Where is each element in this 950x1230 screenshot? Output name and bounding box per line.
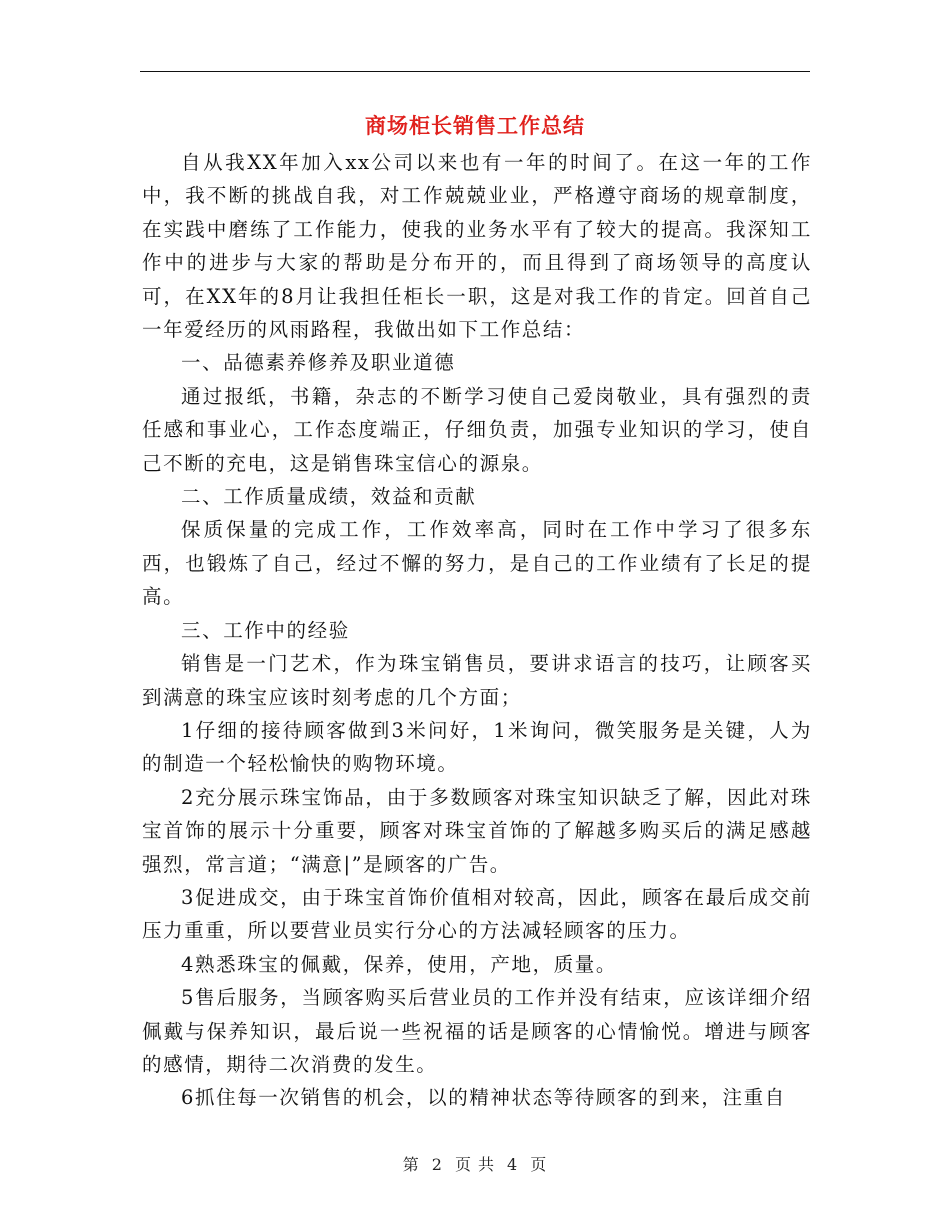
list-item: 2充分展示珠宝饰品，由于多数顾客对珠宝知识缺乏了解，因此对珠宝首饰的展示十分重要，顾客对珠宝首饰的了解越多购买后的满足感越强烈，常言道；“满意|”是顾客的广告。	[142, 785, 812, 876]
header-rule	[140, 71, 810, 72]
footer-suffix: 页	[530, 1155, 548, 1174]
paragraph: 销售是一门艺术，作为珠宝销售员，要讲求语言的技巧，让顾客买到满意的珠宝应该时刻考虑的几个方面；	[142, 652, 812, 709]
page-footer	[0, 1155, 950, 1175]
footer-middle: 页 共	[454, 1155, 496, 1174]
document-title: 商场柜长销售工作总结	[365, 113, 585, 138]
footer-page-number: 2	[431, 1155, 443, 1174]
section-heading-2: 二、工作质量成绩，效益和贡献	[181, 485, 477, 509]
list-item: 5售后服务，当顾客购买后营业员的工作并没有结束，应该详细介绍佩戴与保养知识，最后说一些祝福的话是顾客的心情愉悦。增进与顾客的感情，期待二次消费的发生。	[142, 986, 812, 1076]
paragraph-intro: 自从我XX年加入xx公司以来也有一年的时间了。在这一年的工作中，我不断的挑战自我，对工作兢兢业业，严格遵守商场的规章制度，在实践中磨练了工作能力，使我的业务水平有了较大的提高。我深知工作中的进步与大家的帮助是分布开的，而且得到了商场领导的高度认可，在XX年的8月让我担任柜长一职，这是对我工作的肯定。回首自己一年爱经历的风雨路程，我做出如下工作总结：	[142, 151, 812, 342]
paragraph: 通过报纸，书籍，杂志的不断学习使自己爱岗敬业，具有强烈的责任感和事业心，工作态度端正，仔细负责，加强专业知识的学习，使自己不断的充电，这是销售珠宝信心的源泉。	[142, 384, 812, 475]
section-heading-3: 三、工作中的经验	[181, 618, 350, 642]
footer-total-pages: 4	[507, 1155, 519, 1174]
paragraph: 保质保量的完成工作，工作效率高，同时在工作中学习了很多东西，也锻炼了自己，经过不懈的努力，是自己的工作业绩有了长足的提高。	[142, 518, 812, 609]
list-item: 6抓住每一次销售的机会，以的精神状态等待顾客的到来，注重自	[181, 1086, 786, 1110]
list-item: 1仔细的接待顾客做到3米问好，1米询问，微笑服务是关键，人为的制造一个轻松愉快的购物环境。	[142, 718, 812, 776]
list-item: 3促进成交，由于珠宝首饰价值相对较高，因此，顾客在最后成交前压力重重，所以要营业员实行分心的方法减轻顾客的压力。	[142, 885, 812, 943]
document-body	[142, 146, 812, 1115]
list-item: 4熟悉珠宝的佩戴，保养，使用，产地，质量。	[181, 952, 618, 976]
section-heading-1: 一、品德素养修养及职业道德	[181, 351, 456, 375]
footer-prefix: 第	[402, 1155, 420, 1174]
